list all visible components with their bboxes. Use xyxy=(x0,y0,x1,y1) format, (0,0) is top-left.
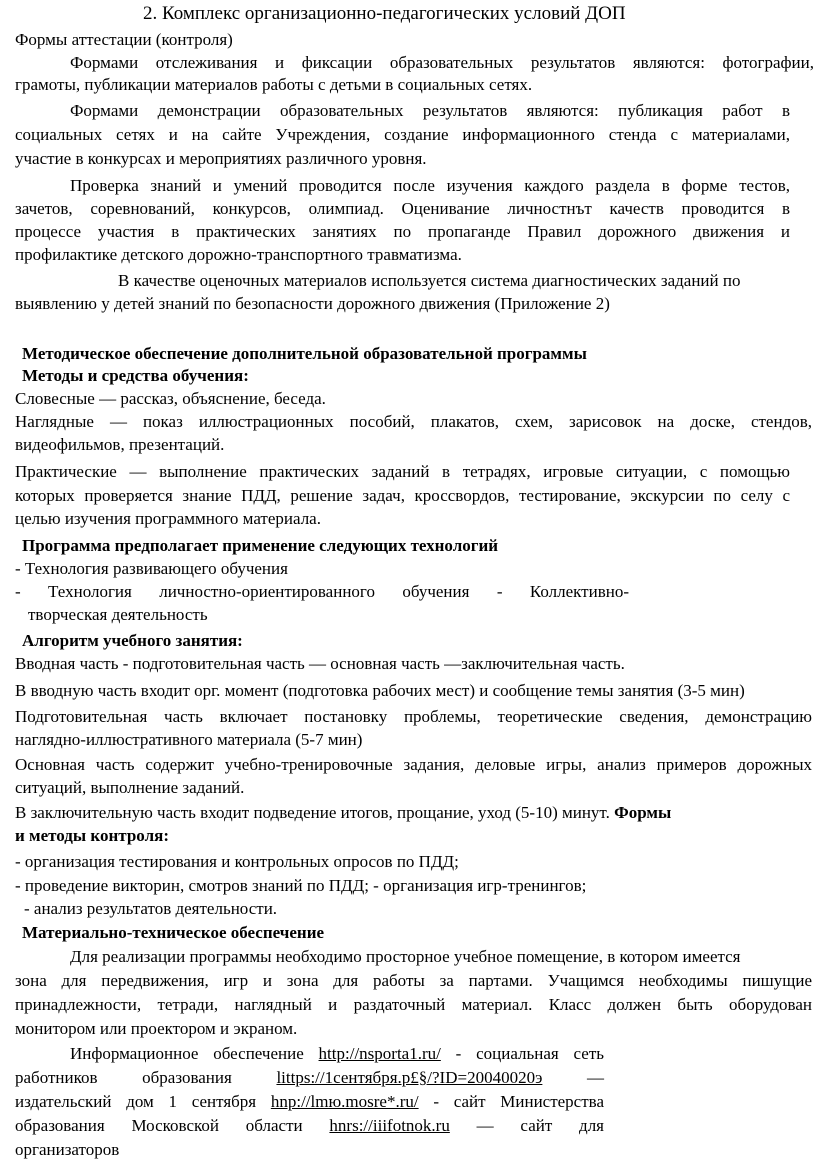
methods-heading: Методы и средства обучения: xyxy=(22,366,249,385)
info-line2-text: работников образования xyxy=(15,1068,232,1087)
technology-item-1: - Технология развивающего обучения xyxy=(15,559,288,578)
info-line4-tail: — сайт для xyxy=(476,1116,605,1135)
attestation-p3-line3: процессе участия в практических занятиях по пропаганде Правил дорожного движения и xyxy=(15,222,790,241)
attestation-p1-line1: Формами отслеживания и фиксации образовательных результатов являются: фотографии, xyxy=(70,53,814,72)
attestation-p4-line2: выявлению у детей знаний по безопасности дорожного движения (Приложение 2) xyxy=(15,294,610,313)
methods-verbal: Словесные — рассказ, объяснение, беседа. xyxy=(15,389,326,408)
control-item-3: - анализ результатов деятельности. xyxy=(24,899,278,918)
material-p1-line1: Для реализации программы необходимо просторное учебное помещение, в котором имеется xyxy=(70,947,741,966)
material-p1-line4: монитором или проектором и экраном. xyxy=(15,1019,298,1038)
algorithm-line4-b: ситуаций, выполнение заданий. xyxy=(15,778,245,797)
algorithm-line3-b: наглядно-иллюстративного материала (5-7 мин) xyxy=(15,730,363,749)
technology-item-2-cont: творческая деятельность xyxy=(28,605,208,624)
info-line3-tail: - сайт Министерства xyxy=(433,1092,605,1111)
attestation-p2-line2: социальных сетях и на сайте Учреждения, создание информационного стенда с материалами, xyxy=(15,125,790,144)
control-item-1: - организация тестирования и контрольных опросов по ПДД; xyxy=(15,852,459,871)
link-1september[interactable]: littps://1сентября.р£§/?ID=20040020э xyxy=(276,1068,543,1087)
algorithm-line1: Вводная часть - подготовительная часть — основная часть —заключительная часть. xyxy=(15,654,625,673)
algorithm-line2: В вводную часть входит орг. момент (подготовка рабочих мест) и сообщение темы занятия (3-5 мин) xyxy=(15,681,745,700)
attestation-heading: Формы аттестации (контроля) xyxy=(15,30,233,49)
info-line2 xyxy=(15,1067,604,1089)
technology-item-2: - Технология личностно-ориентированного обучения - Коллективно- xyxy=(15,582,629,601)
methods-visual-line2: видеофильмов, презентаций. xyxy=(15,435,225,454)
material-heading: Материально-техническое обеспечение xyxy=(22,923,325,942)
material-p1-line2: зона для передвижения, игр и зона для работы за партами. Учащимся необходимы пишущие xyxy=(15,971,812,990)
page-title: 2. Комплекс организационно-педагогических условий ДОП xyxy=(143,3,626,24)
control-item-2: - проведение викторин, смотров знаний по ПДД; - организация игр-тренингов; xyxy=(15,876,587,895)
algorithm-heading: Алгоритм учебного занятия: xyxy=(22,631,243,650)
link-organizers[interactable]: hnrs://iiifotnok.ru xyxy=(329,1116,450,1135)
technologies-heading: Программа предполагает применение следующих технологий xyxy=(22,536,499,555)
algorithm-line5-text: В заключительную часть входит подведение итогов, прощание, уход (5-10) минут. xyxy=(15,803,610,822)
link-nsportal[interactable]: http://nsporta1.ru/ xyxy=(318,1044,441,1063)
material-p1-line3: принадлежности, тетради, наглядный и раздаточный материал. Класс должен быть оборудован xyxy=(15,995,812,1014)
link-ministry[interactable]: hnp://lmю.mosre*.ru/ xyxy=(270,1092,419,1111)
info-line1-tail: - социальная сеть xyxy=(455,1044,604,1063)
info-line2-tail: — xyxy=(587,1068,604,1087)
attestation-p3-line2: зачетов, соревнований, конкурсов, олимпиад. Оценивание личностнът качеств проводится в xyxy=(15,199,790,218)
info-line5: организаторов xyxy=(15,1140,120,1159)
info-line4 xyxy=(15,1115,604,1137)
attestation-p4-line1: В качестве оценочных материалов используется система диагностических заданий по xyxy=(118,271,741,290)
attestation-p2-line3: участие в конкурсах и мероприятиях различного уровня. xyxy=(15,149,427,168)
forms-heading-part1: Формы xyxy=(614,803,672,822)
forms-heading-part2: и методы контроля: xyxy=(15,826,169,845)
algorithm-line5 xyxy=(15,802,671,824)
methods-practical-line2: которых проверяется знание ПДД, решение задач, кроссвордов, тестирование, экскурсии по селу с xyxy=(15,486,790,505)
attestation-p1-line2: грамоты, публикации материалов работы с детьми в социальных сетях. xyxy=(15,75,533,94)
info-line3 xyxy=(15,1091,604,1113)
info-line3-text: издательский дом 1 сентября xyxy=(15,1092,257,1111)
methods-practical-line1: Практические — выполнение практических заданий в тетрадях, игровые ситуации, с помощью xyxy=(15,462,790,481)
methodical-heading: Методическое обеспечение дополнительной образовательной программы xyxy=(22,344,587,363)
methods-visual-line1: Наглядные — показ иллюстрационных пособий, плакатов, схем, зарисовок на доске, стендов, xyxy=(15,412,812,431)
attestation-p2-line1: Формами демонстрации образовательных результатов являются: публикация работ в xyxy=(70,101,790,120)
algorithm-line3-a: Подготовительная часть включает постановку проблемы, теоретические сведения, демонстрацию xyxy=(15,707,812,726)
attestation-p3-line1: Проверка знаний и умений проводится после изучения каждого раздела в форме тестов, xyxy=(70,176,790,195)
methods-practical-line3: целью изучения программного материала. xyxy=(15,509,321,528)
info-line4-text: образования Московской области xyxy=(15,1116,303,1135)
algorithm-line4-a: Основная часть содержит учебно-тренировочные задания, деловые игры, анализ примеров дорожных xyxy=(15,755,812,774)
attestation-p3-line4: профилактике детского дорожно-транспортного травматизма. xyxy=(15,245,462,264)
info-line1-text: Информационное обеспечение xyxy=(70,1044,304,1063)
info-line1 xyxy=(70,1043,604,1065)
